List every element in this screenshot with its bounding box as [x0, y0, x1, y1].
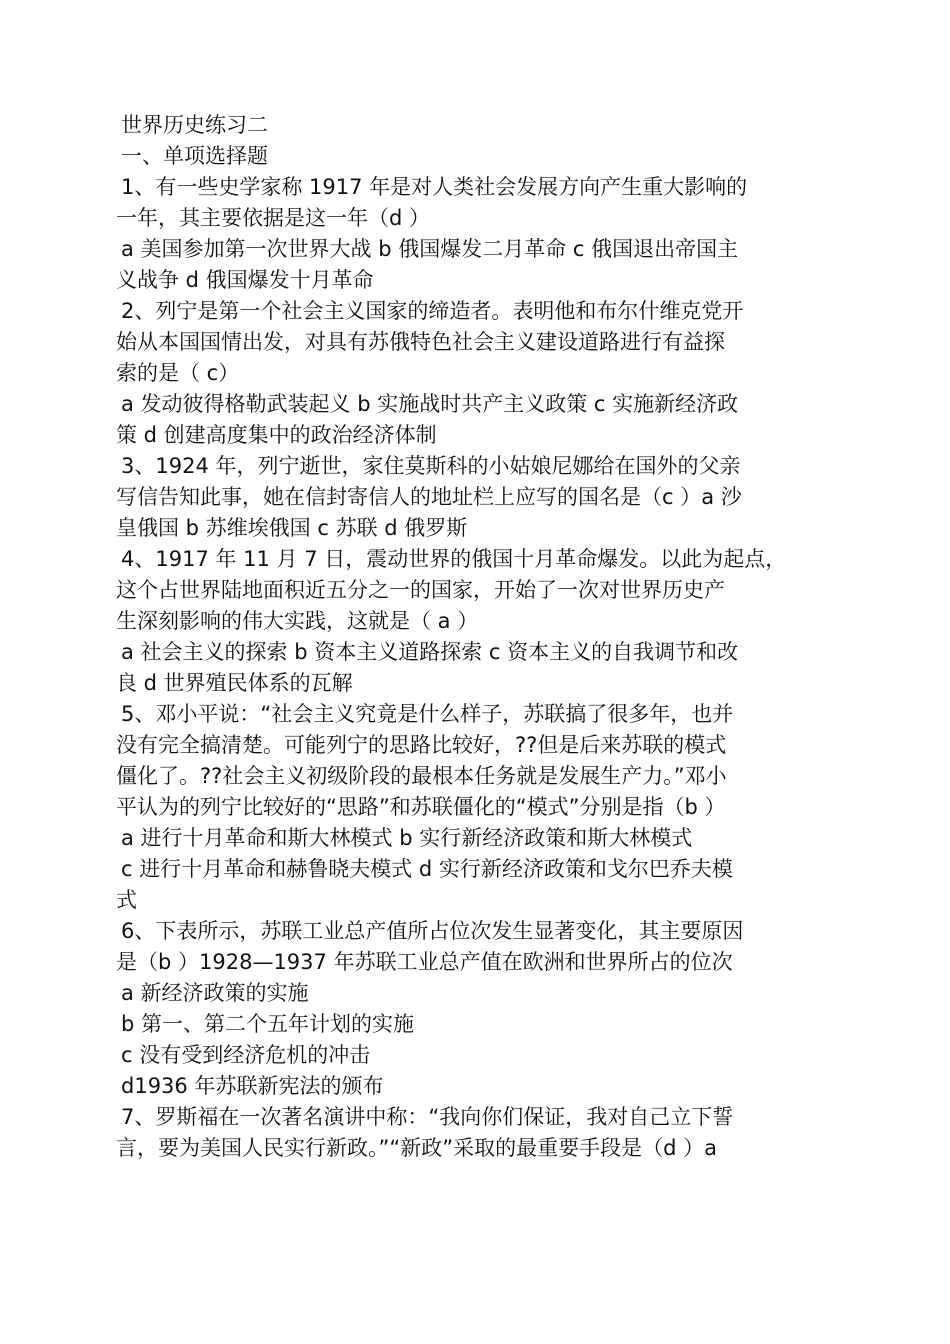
text-line: 4、1917 年 11 月 7 日，震动世界的俄国十月革命爆发。以此为起点，: [121, 547, 787, 571]
text-line: 生深刻影响的伟大实践，这就是（ a ）: [116, 609, 479, 633]
text-line: 式: [116, 888, 137, 912]
text-line: a 社会主义的探索 b 资本主义道路探索 c 资本主义的自我调节和改: [121, 640, 739, 664]
text-line: a 发动彼得格勒武装起义 b 实施战时共产主义政策 c 实施新经济政: [121, 392, 739, 416]
text-line: 这个占世界陆地面积近五分之一的国家，开始了一次对世界历史产: [116, 578, 725, 602]
text-line: b 第一、第二个五年计划的实施: [121, 1012, 415, 1036]
text-line: 写信告知此事，她在信封寄信人的地址栏上应写的国名是（c ）a 沙: [116, 485, 742, 509]
question-text: [116, 172, 906, 1164]
text-line: c 没有受到经济危机的冲击: [121, 1043, 371, 1067]
text-line: 6、下表所示，苏联工业总产值所占位次发生显著变化，其主要原因: [121, 919, 744, 943]
text-line: 皇俄国 b 苏维埃俄国 c 苏联 d 俄罗斯: [116, 516, 468, 540]
text-line: 7、罗斯福在一次著名演讲中称：“我向你们保证，我对自己立下誓: [121, 1105, 734, 1129]
section-heading: 一、单项选择题: [121, 144, 268, 168]
document-title: 世界历史练习二: [121, 113, 268, 137]
text-line: 5、邓小平说：“社会主义究竟是什么样子，苏联搞了很多年，也并: [121, 702, 734, 726]
text-line: a 新经济政策的实施: [121, 981, 309, 1005]
text-line: 良 d 世界殖民体系的瓦解: [116, 671, 353, 695]
text-line: d1936 年苏联新宪法的颁布: [121, 1074, 384, 1098]
text-line: c 进行十月革命和赫鲁晓夫模式 d 实行新经济政策和戈尔巴乔夫模: [121, 857, 733, 881]
text-line: 3、1924 年，列宁逝世，家住莫斯科的小姑娘尼娜给在国外的父亲: [121, 454, 741, 478]
text-line: 没有完全搞清楚。可能列宁的思路比较好，??但是后来苏联的模式: [116, 733, 727, 757]
text-line: a 美国参加第一次世界大战 b 俄国爆发二月革命 c 俄国退出帝国主: [121, 237, 739, 261]
text-line: 索的是（ c）: [116, 361, 240, 385]
text-line: a 进行十月革命和斯大林模式 b 实行新经济政策和斯大林模式: [121, 826, 693, 850]
text-line: 一年，其主要依据是这一年（d ）: [116, 206, 431, 230]
text-line: 平认为的列宁比较好的“思路”和苏联僵化的“模式”分别是指（b ）: [116, 795, 726, 819]
text-line: 义战争 d 俄国爆发十月革命: [116, 268, 374, 292]
text-line: 是（b ）1928—1937 年苏联工业总产值在欧洲和世界所占的位次: [116, 950, 733, 974]
text-line: 1、有一些史学家称 1917 年是对人类社会发展方向产生重大影响的: [121, 175, 748, 199]
document-body: [116, 110, 906, 1164]
text-line: 始从本国国情出发，对具有苏俄特色社会主义建设道路进行有益探: [116, 330, 725, 354]
text-line: 2、列宁是第一个社会主义国家的缔造者。表明他和布尔什维克党开: [121, 299, 744, 323]
text-line: 言，要为美国人民实行新政。”“新政”采取的最重要手段是（d ）a: [116, 1136, 718, 1160]
text-line: 策 d 创建高度集中的政治经济体制: [116, 423, 437, 447]
text-line: 僵化了。??社会主义初级阶段的最根本任务就是发展生产力。”邓小: [116, 764, 727, 788]
